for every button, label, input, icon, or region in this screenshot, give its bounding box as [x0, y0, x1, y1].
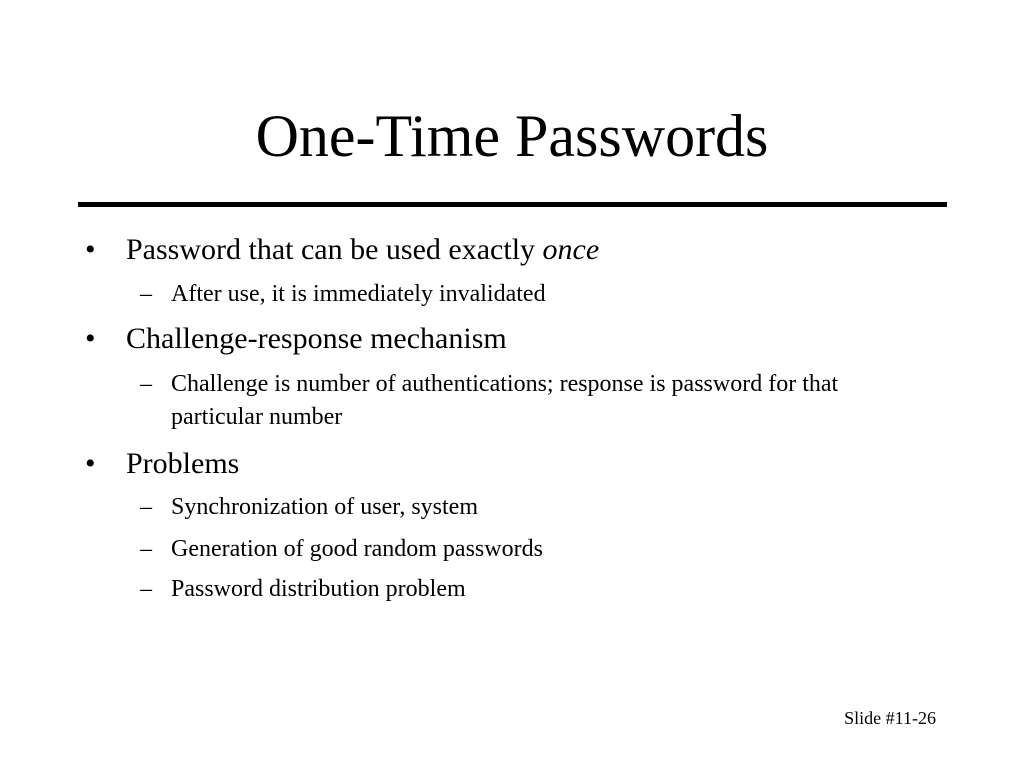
slide-number: Slide #11-26 — [844, 708, 936, 728]
sub-bullet-marker: – — [140, 281, 152, 307]
bullet-marker: • — [85, 322, 96, 355]
bullet-text: Challenge-response mechanism — [126, 322, 507, 355]
sub-bullet-text: After use, it is immediately invalidated — [171, 281, 546, 307]
bullet-text — [126, 232, 599, 268]
sub-bullet-marker: – — [140, 494, 152, 520]
bullet-text-main: Password that can be used exactly — [126, 233, 543, 266]
sub-bullet-text: Password distribution problem — [171, 576, 466, 602]
bullet-marker: • — [85, 233, 96, 266]
slide-title: One-Time Passwords — [255, 103, 769, 169]
bullet-text: Problems — [126, 447, 240, 480]
sub-bullet-marker: – — [140, 536, 152, 562]
sub-bullet-marker: – — [140, 371, 152, 397]
sub-bullet-marker: – — [140, 576, 152, 602]
sub-bullet-text: Generation of good random passwords — [171, 536, 543, 562]
sub-bullet-text: Synchronization of user, system — [171, 494, 478, 520]
bullet-text-emphasis: once — [542, 233, 600, 266]
sub-bullet-text: Challenge is number of authentications; response is password for that particular number — [171, 371, 839, 430]
bullet-marker: • — [85, 447, 96, 480]
